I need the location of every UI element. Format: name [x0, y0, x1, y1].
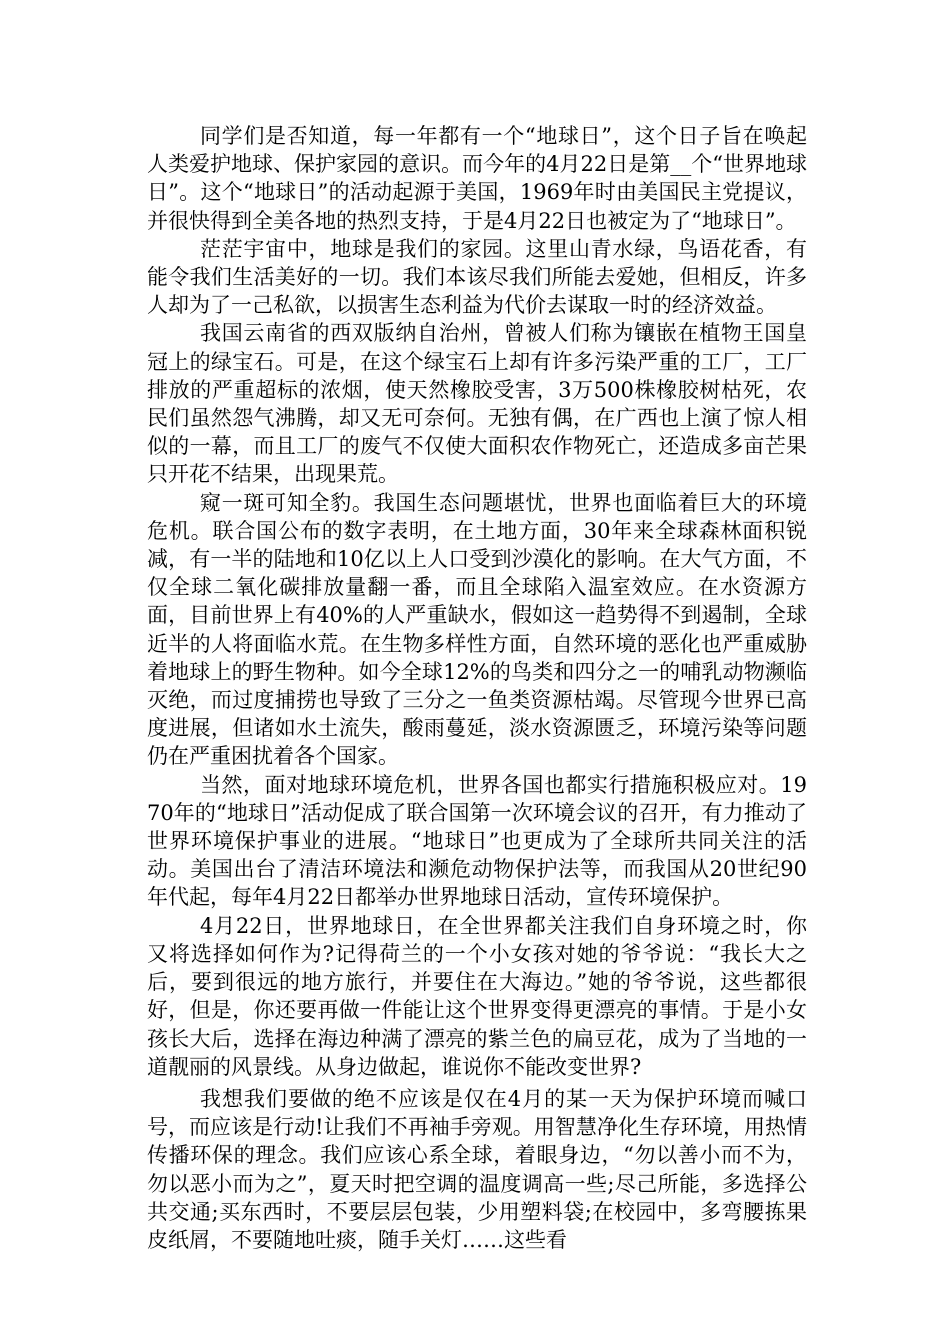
- paragraph-5: 当然，面对地球环境危机，世界各国也都实行措施积极应对。1970年的“地球日”活动促成了联合国第一次环境会议的召开，有力推动了世界环境保护事业的进展。“地球日”也更成为了全球所共同关注的活动。美国出台了清洁环境法和濒危动物保护法等，而我国从20世纪90年代起，每年4月22日都举办世界地球日活动，宣传环境保护。: [147, 772, 807, 910]
- paragraph-7: 我想我们要做的绝不应该是仅在4月的某一天为保护环境而喊口号，而应该是行动!让我们不再袖手旁观。用智慧净化生存环境，用热情传播环保的理念。我们应该心系全球，着眼身边，“勿以善小而不为，勿以恶小而为之”，夏天时把空调的温度调高一些;尽己所能，多选择公共交通;买东西时，不要层层包装，少用塑料袋;在校园中，多弯腰拣果皮纸屑，不要随地吐痰，随手关灯……这些看: [147, 1086, 807, 1252]
- paragraph-6: 4月22日，世界地球日，在全世界都关注我们自身环境之时，你又将选择如何作为?记得荷兰的一个小女孩对她的爷爷说：“我长大之后，要到很远的地方旅行，并要住在大海边。”她的爷爷说，这些都很好，但是，你还要再做一件能让这个世界变得更漂亮的事情。于是小女孩长大后，选择在海边种满了漂亮的紫兰色的扁豆花，成为了当地的一道靓丽的风景线。从身边做起，谁说你不能改变世界?: [147, 913, 807, 1079]
- paragraph-4: 窥一斑可知全豹。我国生态问题堪忧，世界也面临着巨大的环境危机。联合国公布的数字表明，在土地方面，30年来全球森林面积锐减，有一半的陆地和10亿以上人口受到沙漠化的影响。在大气方面，不仅全球二氧化碳排放量翻一番，而且全球陷入温室效应。在水资源方面，目前世界上有40%的人严重缺水，假如这一趋势得不到遏制，全球近半的人将面临水荒。在生物多样性方面，自然环境的恶化也严重威胁着地球上的野生物种。如今全球12%的鸟类和四分之一的哺乳动物濒临灭绝，而过度捕捞也导致了三分之一鱼类资源枯竭。尽管现今世界已高度进展，但诸如水土流失，酸雨蔓延，淡水资源匮乏，环境污染等问题仍在严重困扰着各个国家。: [147, 490, 807, 769]
- paragraph-1: 同学们是否知道，每一年都有一个“地球日”，这个日子旨在唤起人类爱护地球、保护家园的意识。而今年的4月22日是第__个“世界地球日”。这个“地球日”的活动起源于美国，1969年时由美国民主党提议，并很快得到全美各地的热烈支持，于是4月22日也被定为了“地球日”。: [147, 124, 807, 233]
- document-body: [147, 122, 807, 1254]
- paragraph-3: 我国云南省的西双版纳自治州，曾被人们称为镶嵌在植物王国皇冠上的绿宝石。可是，在这个绿宝石上却有许多污染严重的工厂，工厂排放的严重超标的浓烟，使天然橡胶受害，3万500株橡胶树枯死，农民们虽然怨气沸腾，却又无可奈何。无独有偶，在广西也上演了惊人相似的一幕，而且工厂的废气不仅使大面积农作物死亡，还造成多亩芒果只开花不结果，出现果荒。: [147, 321, 807, 487]
- paragraph-2: 茫茫宇宙中，地球是我们的家园。这里山青水绿，鸟语花香，有能令我们生活美好的一切。我们本该尽我们所能去爱她，但相反，许多人却为了一己私欲，以损害生态利益为代价去谋取一时的经济效益。: [147, 236, 807, 318]
